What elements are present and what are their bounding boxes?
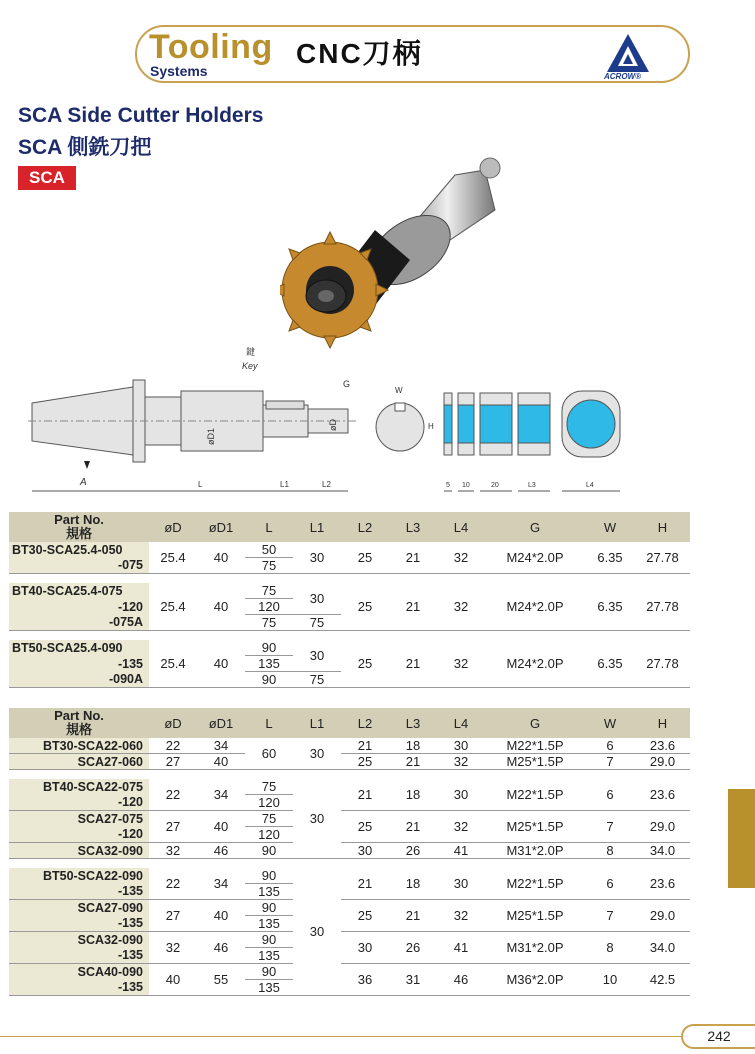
cell-l4: 30 <box>437 738 485 754</box>
page-title-cn: SCA 側銑刀把 <box>18 136 152 159</box>
cell-l1: 75 <box>293 672 341 688</box>
part-no: -120 <box>9 795 149 811</box>
table-row <box>9 754 690 770</box>
part-no: SCA27-060 <box>9 754 149 770</box>
cell-g: M25*1.5P <box>485 754 585 770</box>
part-no: -090A <box>9 672 149 688</box>
cell-h: 29.0 <box>635 811 690 843</box>
cell-d1: 46 <box>197 932 245 964</box>
cell-w: 6 <box>585 868 635 900</box>
cell-l: 135 <box>245 884 293 900</box>
page-title: SCA Side Cutter Holders <box>18 104 264 127</box>
cell-l2: 25 <box>341 754 389 770</box>
cell-d: 25.4 <box>149 542 197 574</box>
separator-cell <box>9 770 690 780</box>
label-l: L <box>198 480 203 489</box>
cell-l2: 25 <box>341 583 389 631</box>
logo-text: ACROW® <box>604 72 641 81</box>
cell-g: M22*1.5P <box>485 738 585 754</box>
cell-l: 135 <box>245 948 293 964</box>
cell-g: M25*1.5P <box>485 900 585 932</box>
part-no: SCA27-075 <box>9 811 149 827</box>
cell-l: 120 <box>245 599 293 615</box>
table-header-row <box>9 708 690 738</box>
table-row <box>9 811 690 827</box>
cell-g: M24*2.0P <box>485 583 585 631</box>
cell-h: 23.6 <box>635 738 690 754</box>
label-w: W <box>395 386 403 395</box>
part-no: SCA32-090 <box>9 932 149 948</box>
cell-g: M31*2.0P <box>485 843 585 859</box>
label-20: 20 <box>491 482 499 489</box>
header-part-en: Part No. <box>54 512 104 527</box>
cell-l: 120 <box>245 827 293 843</box>
label-l1: L1 <box>280 480 289 489</box>
cell-l: 135 <box>245 980 293 996</box>
header-title: CNC刀柄 <box>296 38 423 69</box>
cell-l3: 21 <box>389 811 437 843</box>
part-no: -135 <box>9 916 149 932</box>
cell-g: M22*1.5P <box>485 868 585 900</box>
part-no: -135 <box>9 656 149 672</box>
table-row <box>9 964 690 980</box>
cell-h: 34.0 <box>635 932 690 964</box>
cell-l: 75 <box>245 811 293 827</box>
table-row <box>9 779 690 795</box>
cell-l3: 18 <box>389 868 437 900</box>
cell-l4: 30 <box>437 779 485 811</box>
cell-d: 22 <box>149 779 197 811</box>
part-no: -075A <box>9 615 149 631</box>
cell-l: 60 <box>245 738 293 770</box>
cell-l2: 21 <box>341 738 389 754</box>
cell-d: 27 <box>149 811 197 843</box>
cell-d1: 40 <box>197 811 245 843</box>
cell-l: 90 <box>245 640 293 656</box>
header-col-3: L <box>245 708 293 738</box>
header-col-5: L2 <box>341 708 389 738</box>
cell-d1: 34 <box>197 738 245 754</box>
cell-g: M31*2.0P <box>485 932 585 964</box>
cell-l1: 30 <box>293 868 341 996</box>
cell-d: 32 <box>149 932 197 964</box>
header-col-1: øD <box>149 708 197 738</box>
cell-l4: 41 <box>437 932 485 964</box>
cell-l2: 25 <box>341 542 389 574</box>
page-number: 242 <box>681 1024 755 1049</box>
cell-g: M36*2.0P <box>485 964 585 996</box>
cell-d1: 40 <box>197 583 245 631</box>
part-no: -135 <box>9 980 149 996</box>
part-no: BT30-SCA25.4-050 <box>9 542 149 558</box>
cell-h: 29.0 <box>635 900 690 932</box>
header-part-cn: 規格 <box>65 722 92 737</box>
cell-d: 27 <box>149 754 197 770</box>
cell-d1: 34 <box>197 779 245 811</box>
part-no: -120 <box>9 599 149 615</box>
label-key: Key <box>242 361 258 371</box>
header-col-5: L2 <box>341 512 389 542</box>
cell-l1: 30 <box>293 640 341 672</box>
cell-d1: 55 <box>197 964 245 996</box>
spec-table-22 <box>9 708 690 996</box>
cell-d1: 40 <box>197 640 245 688</box>
cell-w: 7 <box>585 811 635 843</box>
cell-l4: 32 <box>437 640 485 688</box>
cell-l3: 18 <box>389 779 437 811</box>
cell-d1: 40 <box>197 542 245 574</box>
footer-line <box>0 1036 681 1037</box>
cell-g: M25*1.5P <box>485 811 585 843</box>
table-row <box>9 868 690 884</box>
cell-l1: 30 <box>293 738 341 770</box>
cell-d: 27 <box>149 900 197 932</box>
cell-l: 50 <box>245 542 293 558</box>
cell-h: 27.78 <box>635 542 690 574</box>
group-separator <box>9 574 690 584</box>
cell-g: M24*2.0P <box>485 542 585 574</box>
label-l4: L4 <box>586 482 594 489</box>
cell-l: 135 <box>245 656 293 672</box>
spec-table-25 <box>9 512 690 688</box>
table-row <box>9 542 690 558</box>
technical-drawing <box>28 345 628 495</box>
cell-l4: 32 <box>437 900 485 932</box>
header-col-9: W <box>585 512 635 542</box>
cell-l1: 75 <box>293 615 341 631</box>
cell-w: 6 <box>585 738 635 754</box>
label-5: 5 <box>446 482 450 489</box>
header-col-6: L3 <box>389 512 437 542</box>
group-separator <box>9 770 690 780</box>
part-no: -135 <box>9 948 149 964</box>
header-col-1: øD <box>149 512 197 542</box>
label-key-cn: 鍵 <box>246 347 256 357</box>
cell-l: 75 <box>245 779 293 795</box>
header-col-6: L3 <box>389 708 437 738</box>
cell-w: 7 <box>585 900 635 932</box>
label-10: 10 <box>462 482 470 489</box>
cell-l3: 26 <box>389 932 437 964</box>
part-no: -075 <box>9 558 149 574</box>
cell-l3: 21 <box>389 542 437 574</box>
brand-tooling: Tooling <box>149 28 273 66</box>
header-col-4: L1 <box>293 708 341 738</box>
cell-l2: 21 <box>341 779 389 811</box>
cell-l2: 25 <box>341 811 389 843</box>
part-no: -120 <box>9 827 149 843</box>
cell-d1: 34 <box>197 868 245 900</box>
cell-l2: 36 <box>341 964 389 996</box>
separator-cell <box>9 574 690 584</box>
table-row <box>9 738 690 754</box>
cell-l: 90 <box>245 964 293 980</box>
header-col-2: øD1 <box>197 512 245 542</box>
cell-l: 90 <box>245 843 293 859</box>
label-a: A <box>80 477 87 488</box>
cell-d: 25.4 <box>149 640 197 688</box>
cell-l3: 21 <box>389 900 437 932</box>
cell-l1: 30 <box>293 779 341 859</box>
cell-g: M24*2.0P <box>485 640 585 688</box>
label-g: G <box>343 379 351 389</box>
part-no: BT50-SCA22-090 <box>9 868 149 884</box>
cell-l: 90 <box>245 672 293 688</box>
cell-l4: 46 <box>437 964 485 996</box>
separator-cell <box>9 631 690 641</box>
table-row <box>9 583 690 599</box>
cell-d: 32 <box>149 843 197 859</box>
cell-l3: 31 <box>389 964 437 996</box>
cell-l: 90 <box>245 932 293 948</box>
cell-d: 22 <box>149 868 197 900</box>
cell-d1: 40 <box>197 754 245 770</box>
label-od: øD <box>328 419 338 431</box>
cell-g: M22*1.5P <box>485 779 585 811</box>
part-no: BT50-SCA25.4-090 <box>9 640 149 656</box>
header-col-7: L4 <box>437 708 485 738</box>
header-col-9: W <box>585 708 635 738</box>
cell-w: 6.35 <box>585 542 635 574</box>
cell-l3: 21 <box>389 583 437 631</box>
cell-h: 27.78 <box>635 583 690 631</box>
cell-l: 75 <box>245 615 293 631</box>
header-col-8: G <box>485 512 585 542</box>
part-no: BT40-SCA22-075 <box>9 779 149 795</box>
header-col-7: L4 <box>437 512 485 542</box>
cell-l2: 25 <box>341 640 389 688</box>
cell-w: 10 <box>585 964 635 996</box>
header-part-no <box>9 512 149 542</box>
cell-l4: 41 <box>437 843 485 859</box>
cell-l: 90 <box>245 900 293 916</box>
category-badge: SCA <box>18 166 76 190</box>
table-row <box>9 932 690 948</box>
cell-d1: 40 <box>197 900 245 932</box>
cell-h: 27.78 <box>635 640 690 688</box>
cell-w: 7 <box>585 754 635 770</box>
table-row <box>9 843 690 859</box>
cell-l4: 32 <box>437 542 485 574</box>
part-no: BT30-SCA22-060 <box>9 738 149 754</box>
cell-l4: 30 <box>437 868 485 900</box>
cell-l3: 26 <box>389 843 437 859</box>
label-od1: øD1 <box>206 427 216 445</box>
table-row <box>9 640 690 656</box>
header-part-no <box>9 708 149 738</box>
cell-l3: 18 <box>389 738 437 754</box>
header-col-10: H <box>635 708 690 738</box>
cell-h: 29.0 <box>635 754 690 770</box>
cell-l3: 21 <box>389 754 437 770</box>
group-separator <box>9 631 690 641</box>
cell-h: 23.6 <box>635 779 690 811</box>
cell-l: 120 <box>245 795 293 811</box>
header-col-10: H <box>635 512 690 542</box>
cell-l1: 30 <box>293 583 341 615</box>
cell-d: 25.4 <box>149 583 197 631</box>
cell-l4: 32 <box>437 811 485 843</box>
cell-l2: 30 <box>341 932 389 964</box>
header-col-2: øD1 <box>197 708 245 738</box>
separator-cell <box>9 859 690 869</box>
cell-l: 75 <box>245 583 293 599</box>
cell-l: 90 <box>245 868 293 884</box>
cell-h: 34.0 <box>635 843 690 859</box>
cell-l2: 30 <box>341 843 389 859</box>
header-col-4: L1 <box>293 512 341 542</box>
cell-l1: 30 <box>293 542 341 574</box>
cell-l2: 25 <box>341 900 389 932</box>
part-no: SCA32-090 <box>9 843 149 859</box>
cell-h: 23.6 <box>635 868 690 900</box>
cell-l2: 21 <box>341 868 389 900</box>
label-h: H <box>428 422 434 431</box>
cell-w: 6.35 <box>585 640 635 688</box>
header-col-3: L <box>245 512 293 542</box>
part-no: SCA40-090 <box>9 964 149 980</box>
cell-d: 22 <box>149 738 197 754</box>
brand-systems: Systems <box>150 63 208 79</box>
part-no: BT40-SCA25.4-075 <box>9 583 149 599</box>
cell-w: 6 <box>585 779 635 811</box>
part-no: SCA27-090 <box>9 900 149 916</box>
header-col-8: G <box>485 708 585 738</box>
header-part-en: Part No. <box>54 708 104 723</box>
cell-w: 8 <box>585 932 635 964</box>
cell-w: 8 <box>585 843 635 859</box>
cell-l: 135 <box>245 916 293 932</box>
part-no: -135 <box>9 884 149 900</box>
cell-w: 6.35 <box>585 583 635 631</box>
table-header-row <box>9 512 690 542</box>
group-separator <box>9 859 690 869</box>
cell-l: 75 <box>245 558 293 574</box>
label-l3: L3 <box>528 482 536 489</box>
cell-l3: 21 <box>389 640 437 688</box>
table-row <box>9 900 690 916</box>
cell-l4: 32 <box>437 583 485 631</box>
cell-d1: 46 <box>197 843 245 859</box>
header-part-cn: 規格 <box>65 526 92 541</box>
cell-d: 40 <box>149 964 197 996</box>
label-l2: L2 <box>322 480 331 489</box>
cell-h: 42.5 <box>635 964 690 996</box>
side-tab <box>728 789 755 888</box>
cell-l4: 32 <box>437 754 485 770</box>
